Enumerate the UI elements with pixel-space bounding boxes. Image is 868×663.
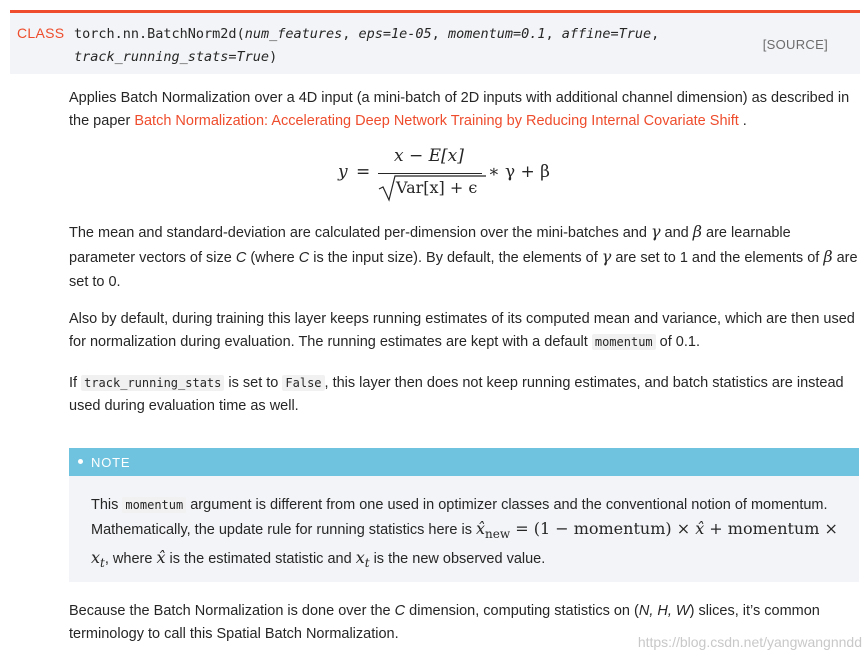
note-header — [69, 448, 859, 476]
watermark: https://blog.csdn.net/yangwangnndd — [637, 634, 862, 650]
paper-link[interactable]: Batch Normalization: Accelerating Deep Network Training by Reducing Internal Covariate Shift — [134, 113, 739, 129]
equation-lhs: y — [338, 162, 348, 182]
class-signature — [10, 10, 860, 74]
class-label: CLASS — [17, 25, 65, 41]
bullet-icon — [78, 459, 83, 464]
beta-symbol: β — [692, 222, 703, 241]
equation-equals: = — [356, 162, 371, 182]
equation-numerator: x − E[x] — [394, 146, 464, 166]
denominator-text: Var[x] + ϵ — [396, 178, 478, 197]
code-momentum: momentum — [592, 334, 656, 350]
class-name: torch.nn.BatchNorm2d — [74, 26, 237, 42]
batchnorm-equation — [338, 146, 558, 202]
source-link[interactable]: [SOURCE] — [762, 37, 828, 52]
equation-denominator — [378, 174, 488, 200]
spatial-batchnorm-paragraph: Because the Batch Normalization is done over the C dimension, computing statistics on (N, H, W) slices, it’s common terminology to call this Spatial Batch Normalization. — [69, 603, 820, 642]
intro-paragraph: Applies Batch Normalization over a 4D input (a mini-batch of 2D inputs with additional channel dimension) as described in the paper Batch Normalization: Accelerating Deep Network Training by Reducing Internal Covariate Shift . — [69, 90, 850, 129]
param-track-running-stats: track_running_stats=True — [74, 49, 270, 65]
note-box — [69, 448, 859, 582]
gamma-symbol: γ — [650, 222, 661, 241]
track-running-stats-paragraph: If track_running_stats is set to False , this layer then does not keep running estimates, and batch statistics are instead used during evaluation time as well. — [69, 375, 844, 414]
note-body: This momentum argument is different from one used in optimizer classes and the conventional notion of momentum. Mathematically, the update rule for running statistics here is $x̂_{new} = (1$ − momentum) × x̂ + momentum × $x_t$, where x̂ is the estimated statistic and $x_t$ is the new observed value. — [91, 497, 838, 570]
param-eps: eps=1e-05 — [358, 26, 432, 42]
param-num-features: num_features — [244, 26, 343, 42]
code-momentum-note: momentum — [122, 497, 186, 513]
signature-code: torch.nn.BatchNorm2d(num_features, eps=1e-05, momentum=0.1, affine=True, track_running_stats=True) — [74, 26, 660, 65]
running-estimates-paragraph: Also by default, during training this layer keeps running estimates of its computed mean and variance, which are then used for normalization during evaluation. The running estimates are kept with a default momentum of 0.1. — [69, 311, 855, 350]
param-momentum: momentum=0.1 — [447, 26, 546, 42]
param-affine: affine=True — [561, 26, 652, 42]
mean-std-paragraph: The mean and standard-deviation are calculated per-dimension over the mini-batches and γ and β are learnable parameter vectors of size C (where C is the input size). By default, the elements of γ are set to 1 and the elements of β are set to 0. — [69, 222, 858, 290]
note-label: NOTE — [91, 455, 131, 470]
code-track-running-stats: track_running_stats — [81, 375, 224, 391]
code-false: False — [282, 375, 324, 391]
equation-rhs: ∗ γ + β — [488, 162, 550, 182]
